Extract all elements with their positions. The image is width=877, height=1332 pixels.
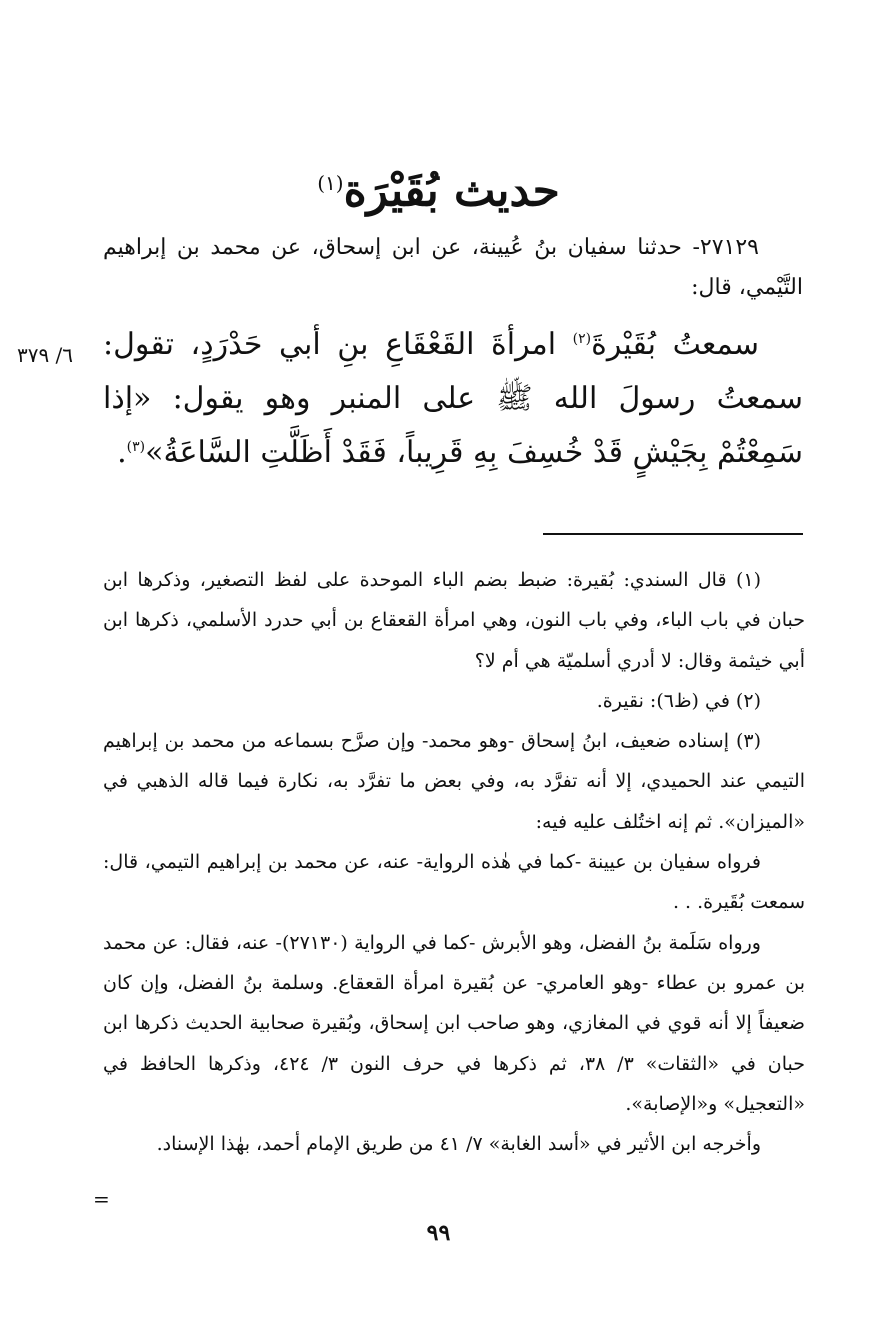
- hadith-body: [103, 228, 803, 480]
- hadith-quote-body: امرأةَ القَعْقَاعِ بنِ أبي حَدْرَدٍ، تقول: سمعتُ رسولَ الله ﷺ على المنبر وهو يقول: «إذا سَمِعْتُمْ بِجَيْشٍ قَدْ خُسِفَ بِهِ قَرِيباً، فَقَدْ أَظَلَّتِ السَّاعَةُ»: [103, 327, 803, 470]
- hadith-text: [103, 318, 803, 480]
- footnote-3: (٣) إسناده ضعيف، ابنُ إسحاق -وهو محمد- وإن صرَّح بسماعه من محمد بن إبراهيم التيمي عند الحميدي، إلا أنه تفرَّد به، وفي بعض ما تفرَّد به، نكارة فيما قاله الذهبي في «الميزان». ثم إنه اختُلف عليه فيه:: [103, 730, 805, 833]
- footnote-2: (٢) في (ظ٦): نقيرة.: [596, 689, 761, 712]
- hadith-quote-end: .: [117, 435, 127, 470]
- footnote-3-para-4: وأخرجه ابن الأثير في «أسد الغابة» ٧/ ٤١ من طريق الإمام أحمد، بهٰذا الإسناد.: [156, 1133, 761, 1156]
- footnotes: [103, 560, 805, 1164]
- footnote-3-para-3: ورواه سَلَمة بنُ الفضل، وهو الأبرش -كما في الرواية (٢٧١٣٠)- عنه، فقال: عن محمد بن عمرو بن عطاء -وهو العامري- عن بُقيرة امرأة القعقاع. وسلمة بنُ الفضل، وإن كان ضعيفاً إلا أنه قوي في المغازي، وهو صاحب ابن إسحاق، وبُقيرة صحابية الحديث ذكرها ابن حبان في «الثقات» ٣/ ٣٨، ثم ذكرها في حرف النون ٣/ ٤٢٤، وذكرها الحافظ في «التعجيل» و«الإصابة».: [103, 931, 805, 1115]
- footnote-3-para-2: فرواه سفيان بن عيينة -كما في هٰذه الرواية- عنه، عن محمد بن إبراهيم التيمي، قال: سمعت بُقَيرة. . .: [103, 851, 805, 914]
- margin-volume-page-ref: ٦/ ٣٧٩: [16, 343, 74, 367]
- title-footnote-ref: (١): [317, 171, 344, 195]
- continuation-mark: =: [93, 1187, 110, 1211]
- hadith-isnad: ٢٧١٢٩- حدثنا سفيان بنُ عُيينة، عن ابن إسحاق، عن محمد بن إبراهيم التَّيْمي، قال:: [103, 235, 803, 300]
- footnote-1: (١) قال السندي: بُقيرة: ضبط بضم الباء الموحدة على لفظ التصغير، وذكرها ابن حبان في باب الباء، وفي باب النون، وهي امرأة القعقاع بن أبي حدرد الأسلمي، ذكرها ابن أبي خيثمة وقال: لا أدري أسلميّة هي أم لا؟: [103, 569, 805, 672]
- page-title: [0, 148, 877, 218]
- hadith-quote-start: سمعتُ بُقَيْرةَ: [591, 327, 759, 362]
- title-text: حديث بُقَيْرَة: [343, 165, 560, 217]
- page-number: ٩٩: [426, 1220, 451, 1246]
- footnote-separator: [543, 533, 803, 535]
- footnote-ref-2: (٢): [572, 331, 592, 347]
- footnote-ref-3: (٣): [126, 439, 146, 455]
